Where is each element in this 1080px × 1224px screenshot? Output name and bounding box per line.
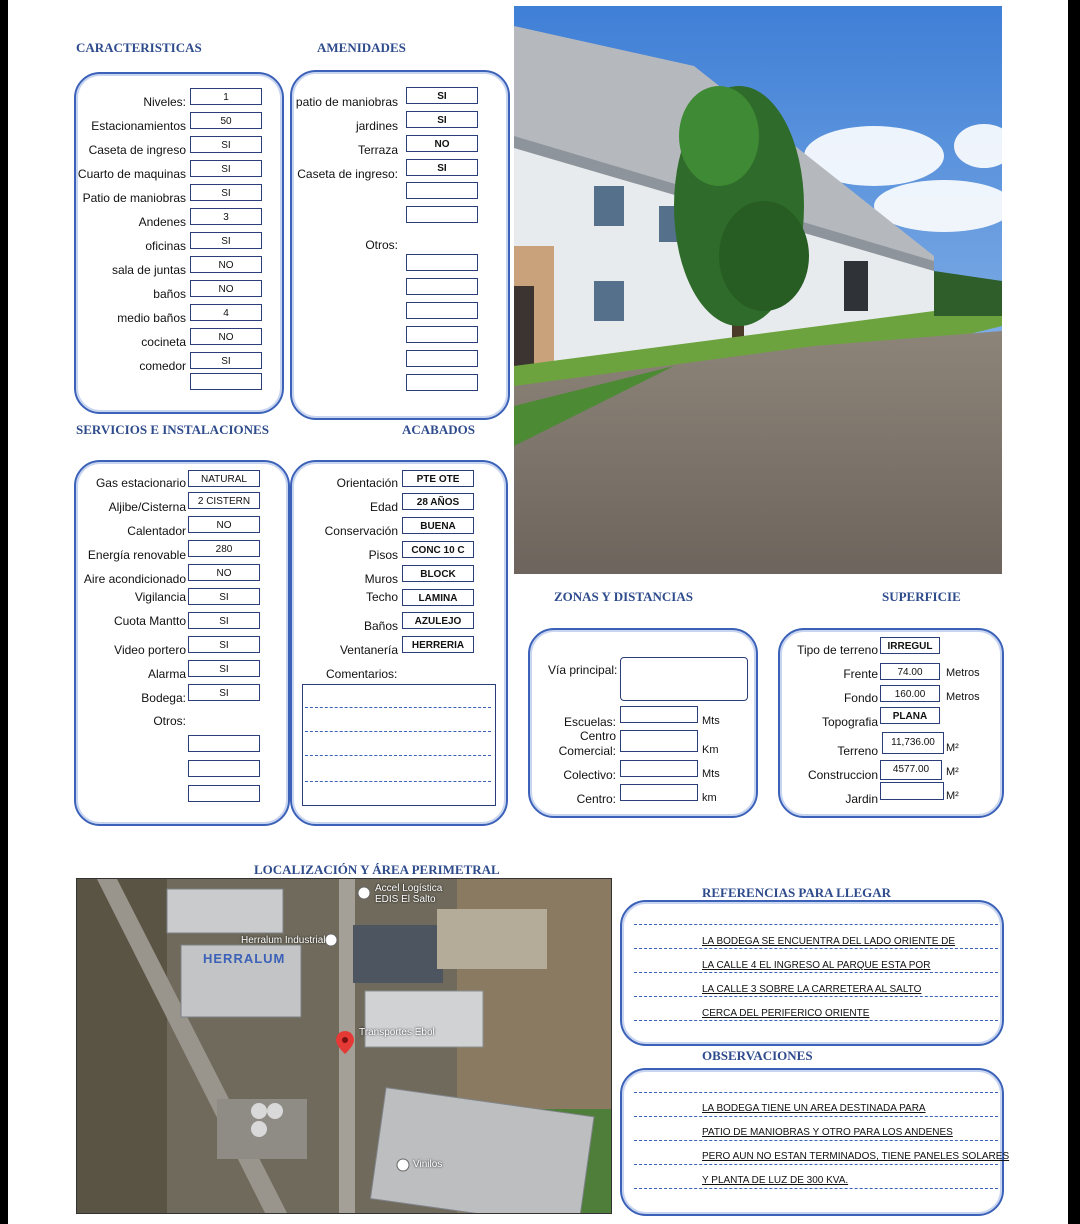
fondo-field[interactable]: 160.00: [880, 685, 940, 702]
observaciones-rule: [634, 1092, 998, 1093]
servicio-label: Aire acondicionado: [83, 572, 186, 586]
observacion-line: LA BODEGA TIENE UN AREA DESTINADA PARA: [702, 1103, 926, 1114]
caracteristica-label: Niveles:: [143, 95, 186, 109]
referencia-line: CERCA DEL PERIFERICO ORIENTE: [702, 1008, 870, 1019]
servicio-label: Video portero: [114, 643, 186, 657]
servicio-label: Alarma: [147, 667, 186, 681]
observaciones-rule: [634, 1164, 998, 1165]
observaciones-rule: [634, 1188, 998, 1189]
centro-comercial-unit: Km: [702, 744, 719, 756]
referencias-rule: [634, 948, 998, 949]
caracteristicas-empty-field[interactable]: [190, 373, 262, 390]
escuelas-field[interactable]: [620, 706, 698, 723]
acabado-field[interactable]: BLOCK: [402, 565, 474, 582]
servicio-field[interactable]: SI: [188, 660, 260, 677]
section-title-localizacion: LOCALIZACIÓN Y ÁREA PERIMETRAL: [254, 862, 500, 877]
amenidad-field[interactable]: SI: [406, 159, 478, 176]
section-title-caracteristicas: CARACTERISTICAS: [76, 40, 202, 55]
colectivo-field[interactable]: [620, 760, 698, 777]
acabado-label: Techo: [365, 590, 398, 604]
caracteristica-field[interactable]: SI: [190, 184, 262, 201]
amenidad-field[interactable]: NO: [406, 135, 478, 152]
centro-comercial-field[interactable]: [620, 730, 698, 752]
amenidad-empty-field[interactable]: [406, 206, 478, 223]
amenidad-label: jardines: [355, 119, 398, 133]
construccion-unit: M²: [946, 766, 959, 778]
amenidad-empty-field[interactable]: [406, 278, 478, 295]
colectivo-unit: Mts: [702, 768, 720, 780]
acabado-label: Pisos: [368, 548, 398, 562]
map-label-herralum-sign: HERRALUM: [203, 951, 286, 966]
jardin-field[interactable]: [880, 782, 944, 800]
via-principal-field[interactable]: [620, 657, 748, 701]
amenidad-label: patio de maniobras: [295, 95, 398, 109]
colectivo-label: Colectivo:: [563, 768, 616, 782]
amenidad-field[interactable]: SI: [406, 111, 478, 128]
amenidad-label: Caseta de ingreso:: [297, 167, 398, 181]
observaciones-panel: [620, 1068, 1004, 1216]
acabado-label: Orientación: [336, 476, 398, 490]
section-title-superficie: SUPERFICIE: [882, 589, 961, 604]
caracteristica-label: Patio de maniobras: [82, 191, 186, 205]
section-title-zonas: ZONAS Y DISTANCIAS: [554, 589, 693, 604]
referencia-line: LA CALLE 4 EL INGRESO AL PARQUE ESTA POR: [702, 960, 931, 971]
caracteristica-field[interactable]: SI: [190, 232, 262, 249]
section-title-observaciones: OBSERVACIONES: [702, 1048, 813, 1063]
centro-comercial-label-2: Comercial:: [558, 744, 616, 758]
terreno-unit: M²: [946, 742, 959, 754]
frente-unit: Metros: [946, 667, 980, 679]
servicio-label: Gas estacionario: [95, 476, 186, 490]
section-title-servicios: SERVICIOS E INSTALACIONES: [76, 422, 269, 437]
acabado-field[interactable]: CONC 10 C: [402, 541, 474, 558]
centro-unit: km: [702, 792, 717, 804]
amenidad-field[interactable]: SI: [406, 87, 478, 104]
warehouse-photo: [514, 6, 1002, 574]
caracteristica-field[interactable]: SI: [190, 160, 262, 177]
caracteristica-field[interactable]: NO: [190, 280, 262, 297]
amenidad-empty-field[interactable]: [406, 374, 478, 391]
observacion-line: PERO AUN NO ESTAN TERMINADOS, TIENE PANELES SOLARES: [702, 1151, 1010, 1162]
caracteristica-label: medio baños: [117, 311, 186, 325]
section-title-referencias: REFERENCIAS PARA LLEGAR: [702, 885, 892, 900]
servicio-label: Bodega:: [141, 691, 186, 705]
acabado-field[interactable]: PTE OTE: [402, 470, 474, 487]
centro-field[interactable]: [620, 784, 698, 801]
observaciones-rule: [634, 1140, 998, 1141]
amenidad-empty-field[interactable]: [406, 350, 478, 367]
caracteristica-field[interactable]: 50: [190, 112, 262, 129]
comentarios-field[interactable]: [302, 684, 496, 806]
caracteristica-label: Estacionamientos: [91, 119, 186, 133]
satellite-map-illustration: [77, 879, 611, 1213]
servicio-label: Aljibe/Cisterna: [108, 500, 186, 514]
servicio-field[interactable]: 280: [188, 540, 260, 557]
servicio-label: Energía renovable: [87, 548, 186, 562]
warehouse-photo-illustration: [514, 6, 1002, 574]
construccion-field[interactable]: 4577.00: [880, 760, 942, 780]
topografia-field[interactable]: PLANA: [880, 707, 940, 724]
caracteristica-field[interactable]: 3: [190, 208, 262, 225]
map-label-transportes[interactable]: Transportes Ebol: [359, 1027, 435, 1038]
frente-field[interactable]: 74.00: [880, 663, 940, 680]
acabado-label: Baños: [363, 619, 398, 633]
caracteristica-label: Caseta de ingreso: [88, 143, 186, 157]
caracteristica-label: sala de juntas: [111, 263, 186, 277]
caracteristica-field[interactable]: NO: [190, 256, 262, 273]
servicio-field[interactable]: SI: [188, 588, 260, 605]
map-label-herralum-industrial[interactable]: Herralum Industrial: [241, 935, 326, 946]
escuelas-unit: Mts: [702, 715, 720, 727]
escuelas-label: Escuelas:: [563, 715, 616, 729]
servicio-label: Calentador: [127, 524, 186, 538]
servicios-otros-field-2[interactable]: [188, 760, 260, 777]
referencia-line: LA CALLE 3 SOBRE LA CARRETERA AL SALTO: [702, 984, 922, 995]
servicio-field[interactable]: NO: [188, 516, 260, 533]
frente-label: Frente: [843, 667, 878, 681]
referencias-rule: [634, 996, 998, 997]
amenidad-empty-field[interactable]: [406, 182, 478, 199]
acabado-label: Ventanería: [339, 643, 398, 657]
servicios-otros-label: Otros:: [153, 714, 186, 728]
caracteristica-label: oficinas: [145, 239, 186, 253]
map-label-edis[interactable]: EDIS El Salto: [375, 894, 436, 905]
observacion-line: Y PLANTA DE LUZ DE 300 KVA.: [702, 1175, 849, 1186]
caracteristica-label: cocineta: [141, 335, 186, 349]
servicio-field[interactable]: NO: [188, 564, 260, 581]
servicios-otros-field-3[interactable]: [188, 785, 260, 802]
centro-comercial-label-1: Centro: [579, 729, 616, 743]
servicio-field[interactable]: SI: [188, 612, 260, 629]
referencias-rule: [634, 924, 998, 925]
referencia-line: LA BODEGA SE ENCUENTRA DEL LADO ORIENTE DE: [702, 936, 956, 947]
referencias-panel: [620, 900, 1004, 1046]
observaciones-rule: [634, 1116, 998, 1117]
caracteristica-label: baños: [153, 287, 186, 301]
acabado-field[interactable]: 28 AÑOS: [402, 493, 474, 510]
construccion-label: Construccion: [807, 768, 878, 782]
servicio-field[interactable]: SI: [188, 636, 260, 653]
amenidad-empty-field[interactable]: [406, 254, 478, 271]
servicio-label: Cuota Mantto: [113, 614, 186, 628]
topografia-label: Topografia: [821, 715, 878, 729]
fondo-label: Fondo: [843, 691, 878, 705]
referencias-rule: [634, 1020, 998, 1021]
amenidades-otros-label: Otros:: [365, 238, 398, 252]
terreno-label: Terreno: [837, 744, 878, 758]
section-title-amenidades: AMENIDADES: [317, 40, 406, 55]
satellite-map[interactable]: [76, 878, 612, 1214]
map-label-vinilos[interactable]: Vinilos: [413, 1159, 443, 1170]
caracteristica-label: Cuarto de maquinas: [77, 167, 186, 181]
property-sheet: [8, 0, 1068, 1224]
acabado-label: Muros: [364, 572, 398, 586]
caracteristica-label: Andenes: [138, 215, 186, 229]
acabado-field[interactable]: BUENA: [402, 517, 474, 534]
section-title-acabados: ACABADOS: [402, 422, 475, 437]
acabado-field[interactable]: HERRERIA: [402, 636, 474, 653]
caracteristica-field[interactable]: SI: [190, 136, 262, 153]
caracteristica-field[interactable]: 1: [190, 88, 262, 105]
caracteristica-field[interactable]: SI: [190, 352, 262, 369]
referencias-rule: [634, 972, 998, 973]
caracteristica-field[interactable]: 4: [190, 304, 262, 321]
acabado-label: Conservación: [324, 524, 398, 538]
jardin-unit: M²: [946, 790, 959, 802]
caracteristica-field[interactable]: NO: [190, 328, 262, 345]
acabado-field[interactable]: LAMINA: [402, 589, 474, 606]
acabados-comentarios-label: Comentarios:: [326, 667, 398, 681]
centro-label: Centro:: [576, 792, 616, 806]
servicio-label: Vigilancia: [134, 590, 186, 604]
servicio-field[interactable]: SI: [188, 684, 260, 701]
tipo-terreno-label: Tipo de terreno: [797, 643, 878, 657]
tipo-terreno-field[interactable]: IRREGUL: [880, 637, 940, 654]
observacion-line: PATIO DE MANIOBRAS Y OTRO PARA LOS ANDENES: [702, 1127, 953, 1138]
servicio-field[interactable]: NATURAL: [188, 470, 260, 487]
amenidad-empty-field[interactable]: [406, 302, 478, 319]
fondo-unit: Metros: [946, 691, 980, 703]
jardin-label: Jardin: [845, 792, 878, 806]
servicios-otros-field-1[interactable]: [188, 735, 260, 752]
terreno-field[interactable]: 11,736.00: [882, 732, 944, 754]
caracteristica-label: comedor: [139, 359, 186, 373]
acabado-field[interactable]: AZULEJO: [402, 612, 474, 629]
map-label-accel[interactable]: Accel Logística: [375, 883, 443, 894]
amenidad-empty-field[interactable]: [406, 326, 478, 343]
servicio-field[interactable]: 2 CISTERN: [188, 492, 260, 509]
via-principal-label: Vía principal:: [548, 663, 618, 677]
acabado-label: Edad: [369, 500, 398, 514]
amenidad-label: Terraza: [357, 143, 398, 157]
